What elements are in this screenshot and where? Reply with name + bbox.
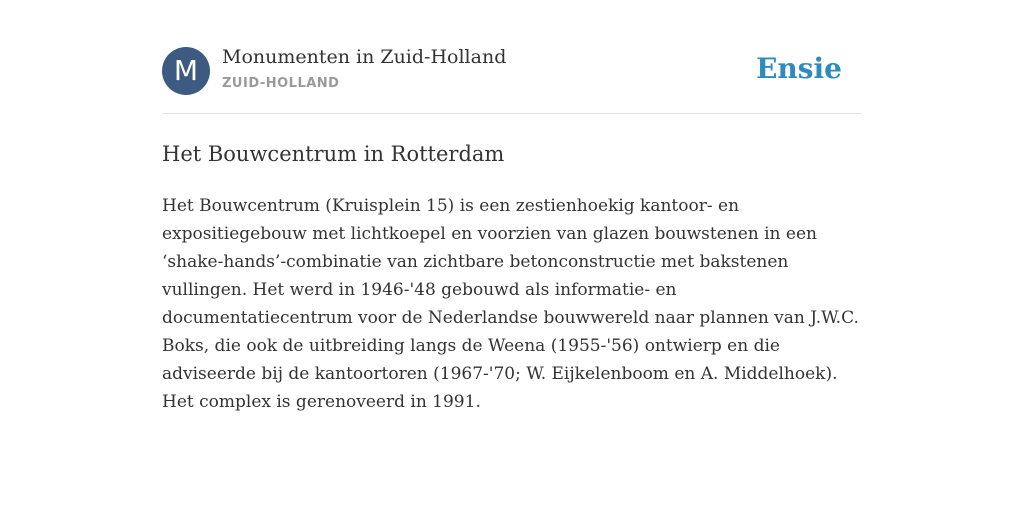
entry-body: Het Bouwcentrum (Kruisplein 15) is een zestienhoekig kantoor- en expositiegebouw met lichtkoepel en voorzien van glazen bouwstenen in een ‘shake-hands’-combinatie van zichtbare betonconstructie met bakstenen vullingen. Het werd in 1946-'48 gebouwd als informatie- en documentatiecentrum voor de Nederlandse bouwwereld naar plannen van J.W.C. Boks, die ook de uitbreiding langs de Weena (1955-'56) ontwierp en die adviseerde bij de kantoortoren (1967-'70; W. Eijkelenboom en A. Middelhoek). Het complex is gerenoveerd in 1991. [162,196,859,412]
collection-title[interactable]: Monumenten in Zuid-Holland [222,46,507,68]
collection-avatar[interactable]: M [162,47,210,95]
ensie-logo[interactable]: Ensie [756,52,842,85]
entry-title: Het Bouwcentrum in Rotterdam [162,142,505,166]
collection-subtitle[interactable]: ZUID-HOLLAND [222,76,340,91]
collection-header [162,46,862,114]
entry-card [162,46,862,416]
